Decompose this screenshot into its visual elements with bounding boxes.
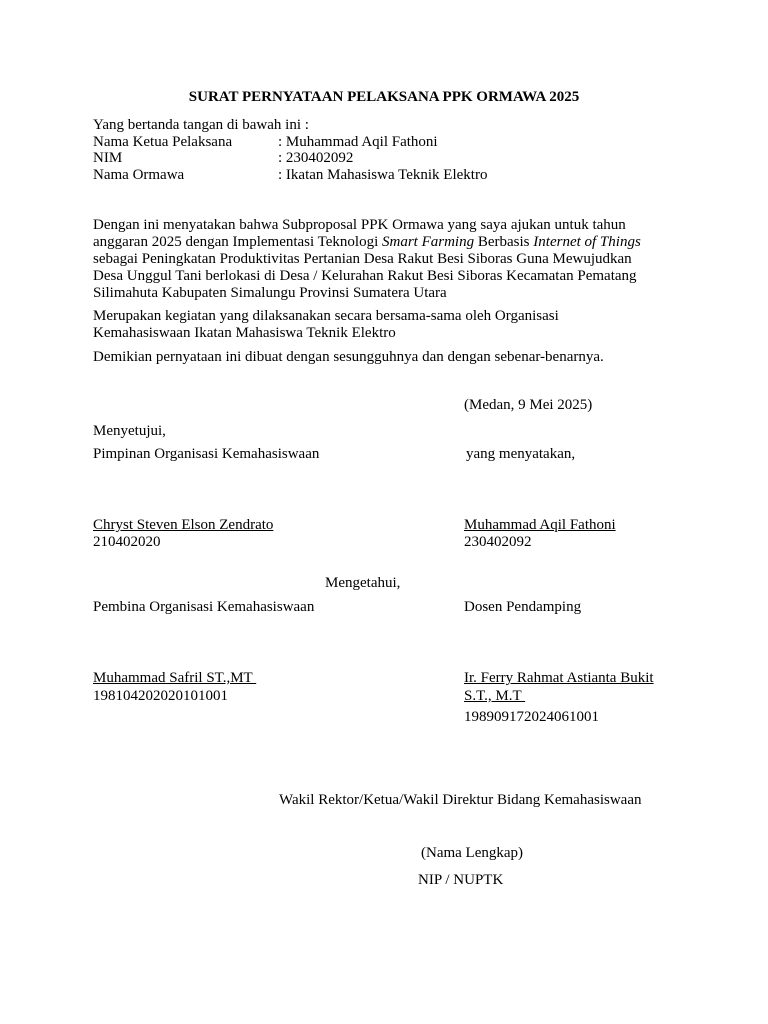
place-date: (Medan, 9 Mei 2025)	[464, 397, 593, 413]
advisor-right-name-line-1: Ir. Ferry Rahmat Astianta Bukit	[464, 670, 654, 686]
right-signer-id: 230402092	[464, 534, 532, 550]
closing-text: Demikian pernyataan ini dibuat dengan sesungguhnya dan dengan sebenar-benarnya.	[93, 349, 604, 365]
right-signer-name: Muhammad Aqil Fathoni	[464, 517, 616, 533]
left-signer-id: 210402020	[93, 534, 161, 550]
activity-line-1: Merupakan kegiatan yang dilaksanakan secara bersama-sama oleh Organisasi	[93, 308, 559, 324]
document-title: SURAT PERNYATAAN PELAKSANA PPK ORMAWA 2025	[188, 89, 580, 105]
advisor-left-name: Muhammad Safril ST.,MT	[93, 670, 257, 686]
identity-value-name: : Muhammad Aqil Fathoni	[278, 134, 438, 150]
left-signer-role: Pimpinan Organisasi Kemahasiswaan	[93, 446, 320, 462]
advisor-left-role: Pembina Organisasi Kemahasiswaan	[93, 599, 315, 615]
statement-line-4: Desa Unggul Tani berlokasi di Desa / Kelurahan Rakut Besi Siboras Kecamatan Pematang	[93, 268, 637, 284]
activity-line-2: Kemahasiswaan Ikatan Mahasiswa Teknik Elektro	[93, 325, 396, 341]
identity-label-name: Nama Ketua Pelaksana	[93, 134, 233, 150]
activity-paragraph	[93, 308, 673, 342]
statement-line-3: sebagai Peningkatan Produktivitas Pertanian Desa Rakut Besi Siboras Guna Mewujudkan	[93, 251, 632, 267]
statement-line-1: Dengan ini menyatakan bahwa Subproposal PPK Ormawa yang saya ajukan untuk tahun	[93, 217, 626, 233]
identity-label-nim: NIM	[93, 150, 123, 166]
identity-value-ormawa: : Ikatan Mahasiswa Teknik Elektro	[278, 167, 488, 183]
vice-rector-id: NIP / NUPTK	[418, 872, 504, 888]
intro-text: Yang bertanda tangan di bawah ini :	[93, 117, 309, 133]
statement-paragraph	[93, 217, 673, 302]
left-signer-name: Chryst Steven Elson Zendrato	[93, 517, 274, 533]
identity-value-nim: : 230402092	[278, 150, 354, 166]
advisor-right-id: 198909172024061001	[464, 709, 599, 725]
smart-farming-term: Smart Farming	[382, 234, 475, 250]
statement-line-2: anggaran 2025 dengan Implementasi Teknologi Smart Farming Berbasis Internet of Things	[93, 234, 641, 250]
vice-rector-name: (Nama Lengkap)	[421, 845, 524, 861]
vice-rector-role: Wakil Rektor/Ketua/Wakil Direktur Bidang Kemahasiswaan	[279, 792, 642, 808]
iot-term: Internet of Things	[533, 234, 641, 250]
statement-line-5: Silimahuta Kabupaten Simalungu Provinsi Sumatera Utara	[93, 285, 447, 301]
advisor-right-role: Dosen Pendamping	[464, 599, 582, 615]
advisor-right-name-line-2: S.T., M.T	[464, 688, 526, 704]
acknowledged-heading: Mengetahui,	[325, 575, 401, 591]
identity-label-ormawa: Nama Ormawa	[93, 167, 185, 183]
advisor-left-id: 198104202020101001	[93, 688, 228, 704]
right-signer-role: yang menyatakan,	[466, 446, 576, 462]
approval-heading: Menyetujui,	[93, 423, 166, 439]
